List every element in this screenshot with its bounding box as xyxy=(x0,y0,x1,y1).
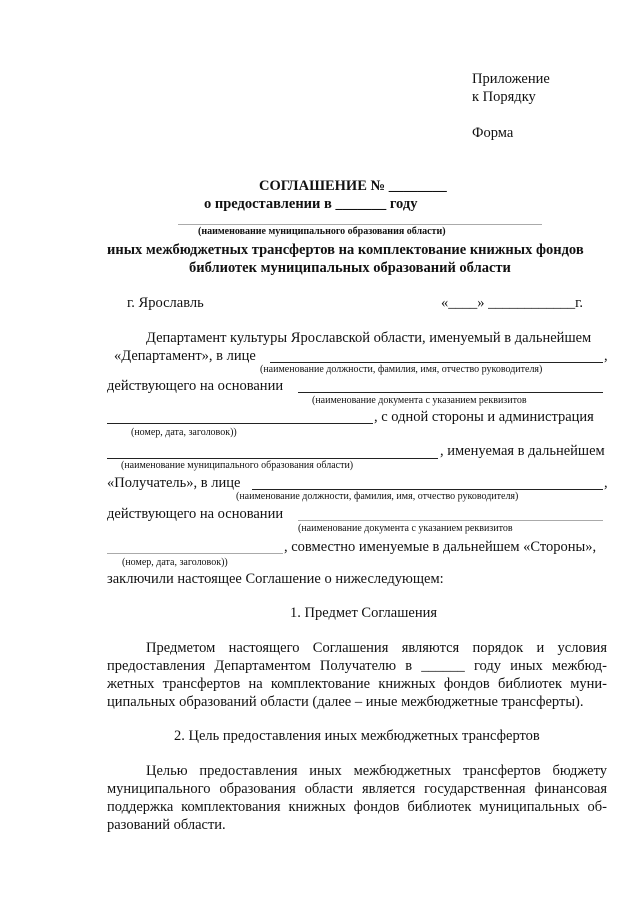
section-2-line-2: муниципального образования области является государственная финансовая xyxy=(107,781,607,797)
agreement-date: «____» ____________г. xyxy=(441,295,584,311)
recipient-basis-hint-2: (номер, дата, заголовок)) xyxy=(122,557,228,568)
section-2-line-3: поддержка комплектования книжных фондов библиотек муниципальных об- xyxy=(107,799,607,815)
municipality-line xyxy=(178,224,542,225)
intro-line-9: заключили настоящее Соглашение о нижеследующем: xyxy=(107,571,444,587)
section-2-heading: 2. Цель предоставления иных межбюджетных трансфертов xyxy=(174,728,540,744)
recipient-name-line xyxy=(107,458,438,459)
department-rep-line xyxy=(270,362,603,363)
intro-line-7: действующего на основании xyxy=(107,506,284,522)
recipient-basis-hint: (наименование документа с указанием реквизитов xyxy=(298,523,513,534)
intro-line-5: , именуемая в дальнейшем xyxy=(440,443,605,459)
intro-line-1: Департамент культуры Ярославской области, именуемый в дальнейшем xyxy=(146,330,592,346)
form-label: Форма xyxy=(472,125,514,141)
intro-line-4: , с одной стороны и администрация xyxy=(374,409,594,425)
section-1-line-3: жетных трансфертов на комплектование книжных фондов библиотек муни- xyxy=(107,676,607,692)
intro-line-6: «Получатель», в лице xyxy=(107,475,241,491)
municipality-hint: (наименование муниципального образования области) xyxy=(198,226,446,237)
recipient-rep-hint: (наименование должности, фамилия, имя, отчество руководителя) xyxy=(236,491,519,502)
intro-line-3: действующего на основании xyxy=(107,378,284,394)
section-1-line-4: ципальных образований области (далее – иные межбюджетные трансферты). xyxy=(107,694,584,710)
section-1-heading: 1. Предмет Соглашения xyxy=(290,605,438,621)
department-basis-line-2 xyxy=(107,423,373,424)
recipient-basis-line xyxy=(298,520,603,521)
department-basis-line xyxy=(298,392,603,393)
agreement-title: СОГЛАШЕНИЕ № ________ xyxy=(259,178,447,194)
section-1-line-2: предоставления Департаментом Получателю в ______ году иных межбюд- xyxy=(107,658,607,674)
section-1-line-1: Предметом настоящего Соглашения являются порядок и условия xyxy=(146,640,607,656)
department-basis-hint: (наименование документа с указанием реквизитов xyxy=(312,395,527,406)
section-2-line-1: Целью предоставления иных межбюджетных трансфертов бюджету xyxy=(146,763,607,779)
recipient-rep-line xyxy=(252,489,603,490)
intro-line-8: , совместно именуемые в дальнейшем «Стороны», xyxy=(284,539,597,555)
recipient-basis-line-2 xyxy=(107,553,283,554)
appendix-line-1: Приложение xyxy=(472,71,550,87)
intro-line-6-comma: , xyxy=(604,475,608,491)
department-rep-hint: (наименование должности, фамилия, имя, отчество руководителя) xyxy=(260,364,543,375)
title-line-3: иных межбюджетных трансфертов на комплектование книжных фондов xyxy=(107,242,584,258)
intro-line-2: «Департамент», в лице xyxy=(114,348,256,364)
appendix-line-2: к Порядку xyxy=(472,89,536,105)
agreement-subtitle: о предоставлении в _______ году xyxy=(204,196,418,212)
department-basis-hint-2: (номер, дата, заголовок)) xyxy=(131,427,237,438)
recipient-name-hint: (наименование муниципального образования области) xyxy=(121,460,354,471)
intro-line-2-comma: , xyxy=(604,348,608,364)
city: г. Ярославль xyxy=(127,295,204,311)
title-line-4: библиотек муниципальных образований области xyxy=(189,260,511,276)
section-2-line-4: разований области. xyxy=(107,817,226,833)
